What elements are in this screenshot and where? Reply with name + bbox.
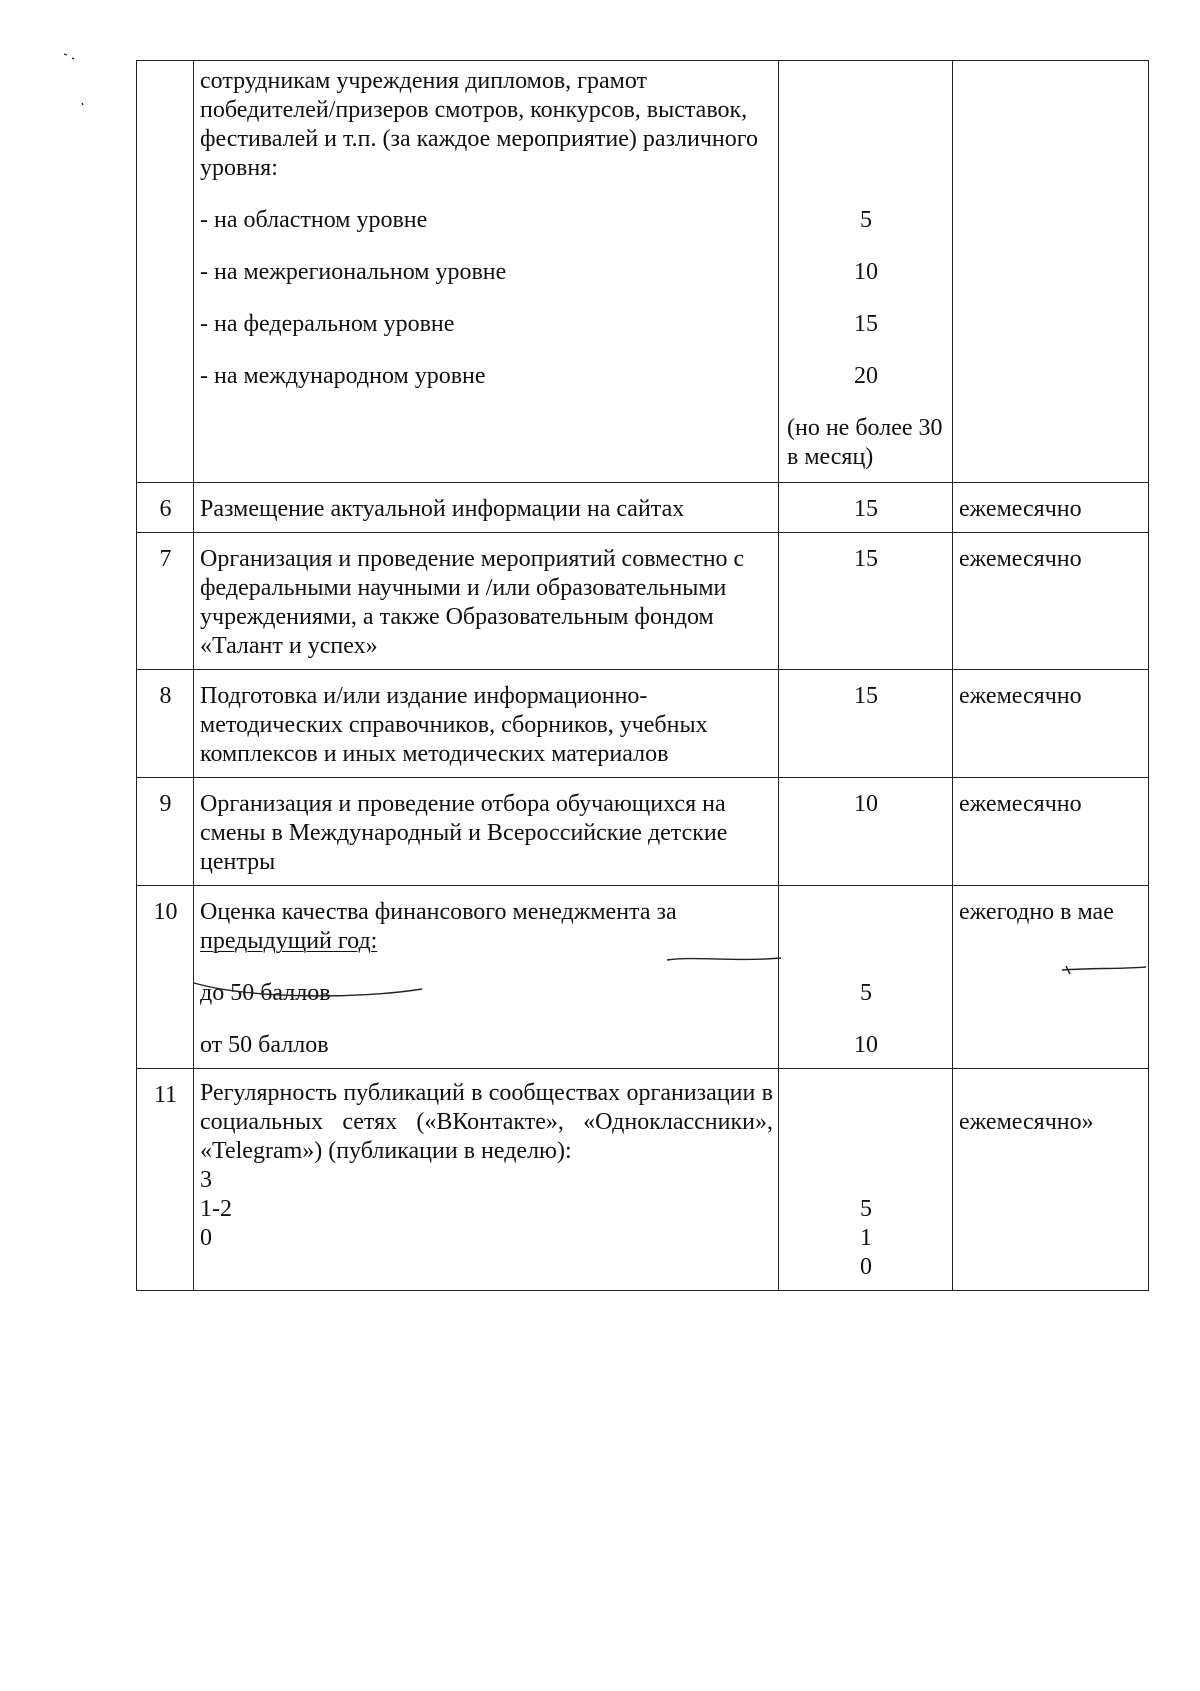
criterion-intro-text: сотрудникам учреждения дипломов, грамот победителей/призеров смотров, конкурсов, выставок, фестивалей и т.п. (за каждое мероприятие) различного уровня: [200,68,758,181]
frequency-text: ежемесячно [953,483,1149,533]
level-score: 10 [854,259,878,285]
handwritten-underline-mark [1060,960,1150,980]
frequency-text: ежемесячно» [959,1109,1094,1135]
score-cell [779,61,953,483]
row-number: 11 [137,1069,194,1291]
criterion-text: Регулярность публикаций в сообществах организации в социальных сетях («ВКонтакте», «Одноклассники», «Telegram») (публикации в неделю): [200,1080,773,1164]
table-row-5-continuation [137,61,1149,483]
option-score: 1 [860,1225,872,1251]
level-score: 15 [854,311,878,337]
option-score: 0 [860,1254,872,1280]
option-score: 10 [854,1032,878,1058]
row-number: 10 [137,886,194,1069]
table-row-11 [137,1069,1149,1291]
frequency-cell [953,1069,1149,1291]
level-score: 5 [860,207,872,233]
level-score: 20 [854,363,878,389]
score-limit-note: (но не более 30 в месяц) [787,415,943,470]
option-label: 3 [200,1167,212,1193]
criterion-text-cell [194,61,779,483]
criterion-text-cell [194,1069,779,1291]
option-label: 0 [200,1225,212,1251]
criterion-text: Размещение актуальной информации на сайтах [194,483,779,533]
criterion-text: Подготовка и/или издание информационно-методических справочников, сборников, учебных комплексов и иных методических материалов [194,670,779,778]
option-score: 5 [860,980,872,1006]
row-number: 8 [137,670,194,778]
score-cell [779,886,953,1069]
score-value: 15 [779,533,953,670]
row-number: 9 [137,778,194,886]
level-label: - на международном уровне [200,363,486,389]
row-number: 7 [137,533,194,670]
row-number-cell [137,61,194,483]
handwritten-underline-mark [665,950,785,970]
criterion-text: Организация и проведение отбора обучающихся на смены в Международный и Всероссийские детские центры [194,778,779,886]
option-label: 1-2 [200,1196,232,1222]
level-label: - на межрегиональном уровне [200,259,507,285]
frequency-text: ежегодно в мае [953,886,1149,1069]
frequency-text: ежемесячно [953,778,1149,886]
handwritten-underline-mark [190,975,430,1005]
row-number: 6 [137,483,194,533]
table-row [137,778,1149,886]
score-value: 15 [779,483,953,533]
frequency-cell [953,61,1149,483]
criterion-title-line-underlined: предыдущий год: [200,928,378,954]
level-label: - на областном уровне [200,207,428,233]
scan-speck-mark [60,48,100,108]
table-row [137,533,1149,670]
score-cell [779,1069,953,1291]
criterion-text: Организация и проведение мероприятий совместно с федеральными научными и /или образовательными учреждениями, а также Образовательным фондом «Талант и успех» [194,533,779,670]
option-label: до 50 баллов [200,980,331,1006]
frequency-text: ежемесячно [953,670,1149,778]
level-label: - на федеральном уровне [200,311,455,337]
option-score: 5 [860,1196,872,1222]
criteria-table [136,60,1149,1291]
option-label: от 50 баллов [200,1032,329,1058]
score-value: 10 [779,778,953,886]
table-row [137,670,1149,778]
table-row [137,483,1149,533]
frequency-text: ежемесячно [953,533,1149,670]
criterion-title-line: Оценка качества финансового менеджмента за [200,899,677,925]
score-value: 15 [779,670,953,778]
